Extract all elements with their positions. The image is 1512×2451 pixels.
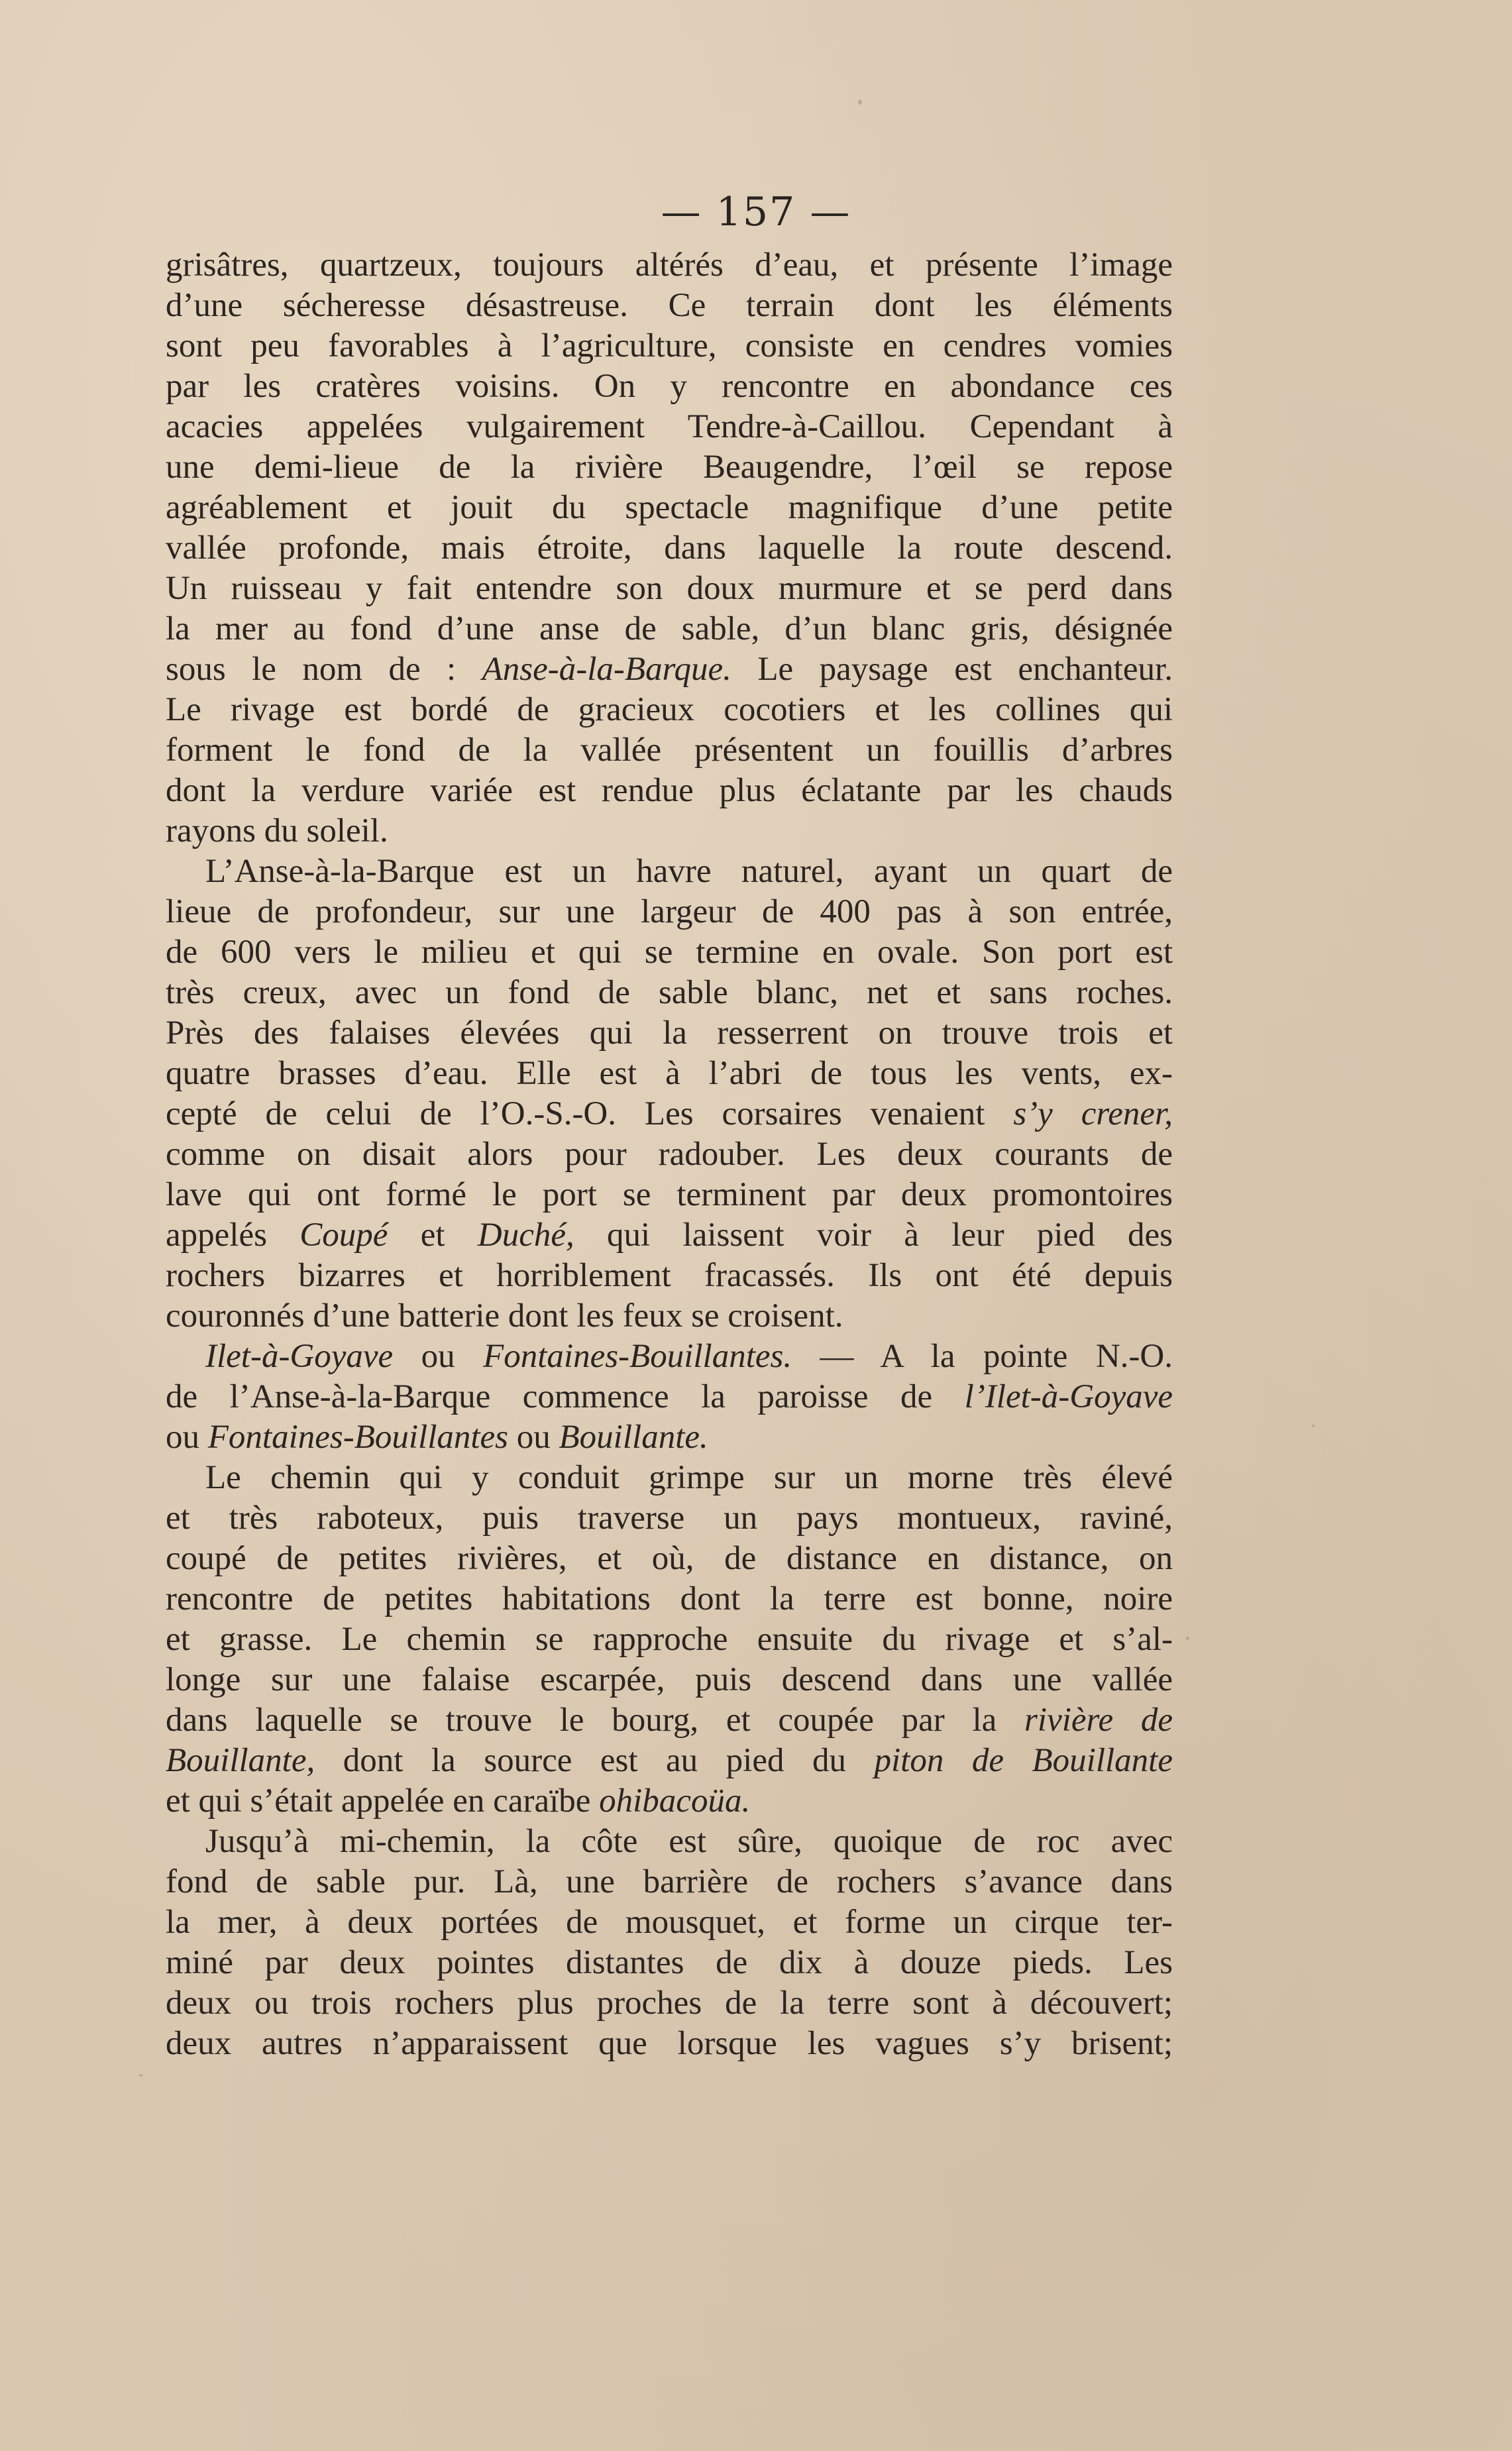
text-span: cepté de celui de l’O.-S.-O. Les corsaires venaient [166,1095,1014,1132]
text-span: Près des falaises élevées qui la resserrent on trouve trois et [166,1014,1173,1052]
text-span: miné par deux pointes distantes de dix à douze pieds. Les [166,1944,1173,1981]
text-line [166,892,1173,932]
text-span: lieue de profondeur, sur une largeur de 400 pas à son entrée, [166,893,1173,930]
text-span: par les cratères voisins. On y rencontre en abondance ces [166,368,1173,405]
text-line [166,528,1173,569]
text-line [166,1377,1173,1417]
text-line [166,1781,1173,1822]
text-line [166,1054,1173,1094]
text-span: comme on disait alors pour radouber. Les deux courants de [166,1136,1173,1173]
text-span: une demi-lieue de la rivière Beaugendre, l’œil se repose [166,449,1173,486]
text-line [166,1902,1173,1943]
text-span: ou [166,1419,208,1456]
text-span: dont la source est au pied du [315,1742,875,1779]
text-span: deux ou trois rochers plus proches de la terre sont à découvert; [166,1985,1173,2022]
text-line [166,1498,1173,1539]
text-line [166,1336,1173,1377]
text-span: Un ruisseau y fait entendre son doux murmure et se perd dans [166,570,1173,607]
text-line [166,1660,1173,1700]
italic-text-span: Bouillante. [559,1419,708,1456]
text-span: rayons du soleil. [166,812,388,849]
text-span: forment le fond de la vallée présentent un fouillis d’arbres [166,732,1173,769]
text-line [166,1943,1173,1983]
text-span: sont peu favorables à l’agriculture, consiste en cendres vomies [166,327,1173,364]
text-span: — A la pointe N.-O. [792,1338,1173,1375]
text-span: de l’Anse-à-la-Barque commence la paroisse de [166,1378,965,1415]
text-line [166,1175,1173,1215]
text-line [166,1741,1173,1781]
italic-text-span: Fontaines-Bouillantes. [483,1338,792,1375]
italic-text-span: Anse-à-la-Barque. [482,651,731,688]
text-span: lave qui ont formé le port se terminent par deux promontoires [166,1176,1173,1213]
text-line [166,1013,1173,1054]
text-span: vallée profonde, mais étroite, dans laquelle la route descend. [166,529,1173,567]
text-span: sous le nom de : [166,651,482,688]
text-span: qui laissent voir à leur pied des [574,1217,1173,1254]
text-span: la mer, à deux portées de mousquet, et forme un cirque ter- [166,1904,1173,1941]
text-span: quatre brasses d’eau. Elle est à l’abri de tous les vents, ex- [166,1055,1173,1092]
text-span: dont la verdure variée est rendue plus éclatante par les chauds [166,772,1173,809]
text-line [166,932,1173,973]
text-line [166,609,1173,649]
text-span: dans laquelle se trouve le bourg, et coupée par la [166,1702,1025,1739]
text-line [166,730,1173,771]
text-line [166,690,1173,730]
italic-text-span: rivière de [1024,1702,1173,1739]
text-line [166,1134,1173,1175]
italic-text-span: l’Ilet-à-Goyave [964,1378,1173,1415]
text-span: et [388,1217,478,1254]
text-line [166,286,1173,326]
text-line [166,851,1173,892]
text-span: acacies appelées vulgairement Tendre-à-Caillou. Cependant à [166,408,1173,445]
text-line [166,447,1173,488]
text-line [166,1256,1173,1296]
text-line [166,1296,1173,1336]
italic-text-span: Duché, [477,1217,574,1254]
text-span: longe sur une falaise escarpée, puis descend dans une vallée [166,1661,1173,1698]
text-line [166,569,1173,609]
page-number: — 157 — [661,189,851,235]
text-span: très creux, avec un fond de sable blanc, net et sans roches. [166,974,1173,1011]
text-span: Jusqu’à mi-chemin, la côte est sûre, quoique de roc avec [205,1823,1173,1860]
paper-speck [1312,1425,1315,1427]
text-span: la mer au fond d’une anse de sable, d’un blanc gris, désignée [166,610,1173,647]
text-span: Le rivage est bordé de gracieux cocotiers et les collines qui [166,691,1173,728]
text-span: et qui s’était appelée en caraïbe [166,1782,600,1820]
text-span: couronnés d’une batterie dont les feux se croisent. [166,1297,843,1334]
text-line [166,1822,1173,1862]
paper-speck [1186,1637,1189,1640]
text-span: Le paysage est enchanteur. [731,651,1173,688]
text-line [166,1094,1173,1134]
text-span: ou [508,1419,559,1456]
text-line [166,326,1173,366]
text-line [166,1458,1173,1498]
text-line [166,488,1173,528]
italic-text-span: piton de Bouillante [874,1742,1173,1779]
text-span: rochers bizarres et horriblement fracassés. Ils ont été depuis [166,1257,1173,1294]
text-line [166,407,1173,447]
text-line [166,1215,1173,1256]
text-span: appelés [166,1217,300,1254]
text-span: Le chemin qui y conduit grimpe sur un morne très élevé [205,1459,1173,1496]
text-line [166,1417,1173,1458]
text-line [166,1539,1173,1579]
text-line [166,366,1173,407]
text-span: rencontre de petites habitations dont la terre est bonne, noire [166,1580,1173,1617]
text-line [166,1983,1173,2024]
text-span: et grasse. Le chemin se rapproche ensuite du rivage et s’al- [166,1621,1173,1658]
text-line [166,2024,1173,2064]
paper-speck [858,99,862,105]
text-span: et très raboteux, puis traverse un pays montueux, raviné, [166,1499,1173,1537]
text-span: agréablement et jouit du spectacle magnifique d’une petite [166,489,1173,526]
text-span: d’une sécheresse désastreuse. Ce terrain dont les éléments [166,287,1173,324]
italic-text-span: Bouillante, [166,1742,315,1779]
text-span: coupé de petites rivières, et où, de distance en distance, on [166,1540,1173,1577]
italic-text-span: Coupé [299,1217,388,1254]
text-line [166,1619,1173,1660]
text-line [166,649,1173,690]
text-span: de 600 vers le milieu et qui se termine en ovale. Son port est [166,934,1173,971]
text-span: ou [393,1338,484,1375]
body-text [166,245,1173,2064]
text-line [166,811,1173,851]
text-span: fond de sable pur. Là, une barrière de rochers s’avance dans [166,1863,1173,1900]
italic-text-span: Fontaines-Bouillantes [207,1419,509,1456]
text-span: deux autres n’apparaissent que lorsque les vagues s’y brisent; [166,2025,1173,2062]
text-line [166,1579,1173,1619]
text-line [166,1700,1173,1741]
text-span: grisâtres, quartzeux, toujours altérés d’eau, et présente l’image [166,246,1173,284]
text-line [166,771,1173,811]
text-span: L’Anse-à-la-Barque est un havre naturel, ayant un quart de [205,853,1173,890]
text-line [166,245,1173,286]
paper-speck [139,2074,142,2077]
italic-text-span: Ilet-à-Goyave [205,1338,394,1375]
text-line [166,1862,1173,1902]
italic-text-span: ohibacoüa. [599,1782,751,1820]
italic-text-span: s’y crener, [1013,1095,1173,1132]
text-line [166,973,1173,1013]
